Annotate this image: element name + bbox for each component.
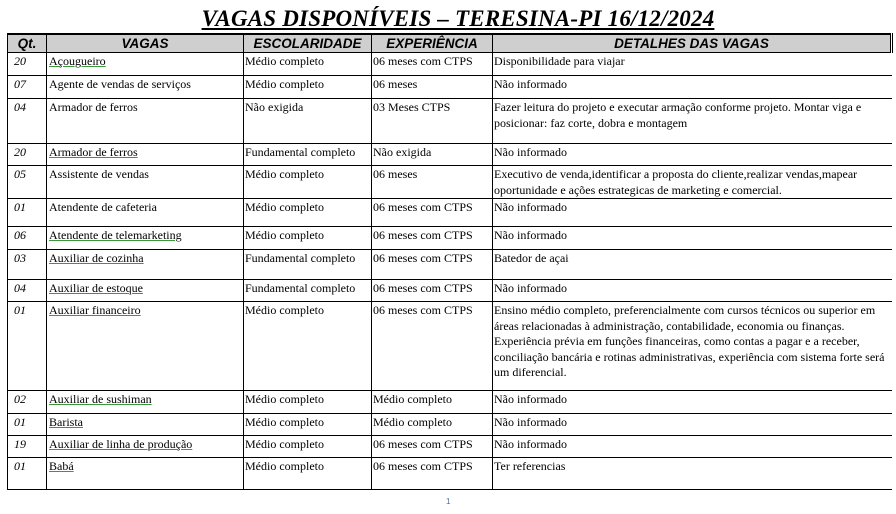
table-header-row: [8, 34, 892, 53]
cell-vaga: Auxiliar financeiro: [49, 303, 141, 317]
cell-vaga: Agente de vendas de serviços: [49, 77, 191, 91]
cell-detalhes: Não informado: [493, 391, 892, 414]
cell-detalhes: Não informado: [493, 436, 892, 458]
header-detalhes: DETALHES DAS VAGAS: [493, 34, 892, 53]
cell-experiencia: 06 meses com CTPS: [372, 250, 493, 280]
cell-qt: 02: [8, 391, 47, 414]
cell-experiencia: 06 meses: [372, 166, 493, 199]
cell-experiencia: 06 meses com CTPS: [372, 53, 493, 76]
header-experiencia: EXPERIÊNCIA: [372, 34, 493, 53]
cell-qt: 04: [8, 99, 47, 144]
cell-qt: 05: [8, 166, 47, 199]
cell-experiencia: Não exigida: [372, 144, 493, 166]
cell-escolaridade: Médio completo: [244, 414, 372, 436]
cell-vaga: Auxiliar de linha de produção: [49, 437, 193, 451]
cell-experiencia: 06 meses com CTPS: [372, 458, 493, 490]
cell-detalhes: Ter referencias: [493, 458, 892, 490]
table-row: [8, 166, 892, 199]
cell-detalhes: Ensino médio completo, preferencialmente com cursos técnicos ou superior em áreas relacionadas à administração, contabilidade, economia ou finanças. Experiência prévia em funções financeiras, como contas a pagar e a receber, conciliação bancária e rotinas administrativas, experiência com sistema forte será um diferencial.: [493, 302, 892, 391]
cell-vaga: Açougueiro: [49, 54, 106, 68]
cell-detalhes: Não informado: [493, 227, 892, 250]
table-row: [8, 436, 892, 458]
table-row: [8, 280, 892, 302]
cell-experiencia: 06 meses com CTPS: [372, 227, 493, 250]
cell-detalhes: Não informado: [493, 414, 892, 436]
cell-experiencia: 06 meses: [372, 76, 493, 99]
cell-detalhes: Não informado: [493, 280, 892, 302]
cell-escolaridade: Médio completo: [244, 76, 372, 99]
cell-experiencia: 03 Meses CTPS: [372, 99, 493, 144]
cell-escolaridade: Médio completo: [244, 53, 372, 76]
table-row: [8, 99, 892, 144]
table-row: [8, 76, 892, 99]
cell-vaga: Atendente de cafeteria: [49, 200, 157, 214]
table-row: [8, 199, 892, 227]
header-escolaridade: ESCOLARIDADE: [244, 34, 372, 53]
table-row: [8, 302, 892, 391]
table-row: [8, 53, 892, 76]
cell-detalhes: Fazer leitura do projeto e executar armação conforme projeto. Montar viga e posicionar: faz corte, dobra e montagem: [493, 99, 892, 144]
cell-detalhes: Não informado: [493, 144, 892, 166]
cell-escolaridade: Fundamental completo: [244, 144, 372, 166]
page-title: VAGAS DISPONÍVEIS – TERESINA-PI 16/12/2024: [201, 6, 715, 31]
header-qt: Qt.: [8, 34, 47, 53]
cell-vaga: Atendente de telemarketing: [49, 228, 182, 242]
table-row: [8, 414, 892, 436]
cell-vaga: Babá: [49, 459, 74, 473]
cell-qt: 03: [8, 250, 47, 280]
cell-qt: 07: [8, 76, 47, 99]
cell-escolaridade: Médio completo: [244, 227, 372, 250]
cell-qt: 01: [8, 302, 47, 391]
cell-experiencia: 06 meses com CTPS: [372, 199, 493, 227]
cell-experiencia: Médio completo: [372, 414, 493, 436]
cell-escolaridade: Médio completo: [244, 391, 372, 414]
cell-vaga: Barista: [49, 415, 83, 429]
cell-escolaridade: Médio completo: [244, 302, 372, 391]
cell-vaga: Auxiliar de estoque: [49, 281, 143, 295]
cell-detalhes: Não informado: [493, 199, 892, 227]
cell-experiencia: 06 meses com CTPS: [372, 302, 493, 391]
cell-experiencia: Médio completo: [372, 391, 493, 414]
table-row: [8, 391, 892, 414]
cell-detalhes: Executivo de venda,identificar a proposta do cliente,realizar vendas,mapear oportunidade e ações estrategicas de marketing e comercial.: [493, 166, 892, 199]
jobs-table: [7, 33, 893, 490]
cell-detalhes: Disponibilidade para viajar: [493, 53, 892, 76]
cell-detalhes: Batedor de açai: [493, 250, 892, 280]
cell-vaga: Auxiliar de sushiman: [49, 392, 152, 406]
cell-escolaridade: Médio completo: [244, 436, 372, 458]
cell-escolaridade: Médio completo: [244, 458, 372, 490]
cell-escolaridade: Médio completo: [244, 199, 372, 227]
cell-qt: 20: [8, 53, 47, 76]
cell-escolaridade: Não exigida: [244, 99, 372, 144]
page-number: 1: [446, 497, 451, 506]
cell-qt: 01: [8, 414, 47, 436]
cell-qt: 01: [8, 458, 47, 490]
cell-vaga: Auxiliar de cozinha: [49, 251, 144, 265]
table-row: [8, 458, 892, 490]
cell-qt: 20: [8, 144, 47, 166]
cell-vaga: Assistente de vendas: [49, 167, 149, 181]
cell-qt: 19: [8, 436, 47, 458]
cell-qt: 04: [8, 280, 47, 302]
cell-vaga: Armador de ferros: [49, 100, 138, 114]
table-row: [8, 250, 892, 280]
cell-escolaridade: Fundamental completo: [244, 250, 372, 280]
cell-escolaridade: Fundamental completo: [244, 280, 372, 302]
cell-qt: 01: [8, 199, 47, 227]
cell-vaga: Armador de ferros: [49, 145, 138, 159]
cell-experiencia: 06 meses com CTPS: [372, 436, 493, 458]
cell-qt: 06: [8, 227, 47, 250]
table-row: [8, 144, 892, 166]
cell-experiencia: 06 meses com CTPS: [372, 280, 493, 302]
cell-detalhes: Não informado: [493, 76, 892, 99]
cell-escolaridade: Médio completo: [244, 166, 372, 199]
table-row: [8, 227, 892, 250]
header-vagas: VAGAS: [47, 34, 244, 53]
